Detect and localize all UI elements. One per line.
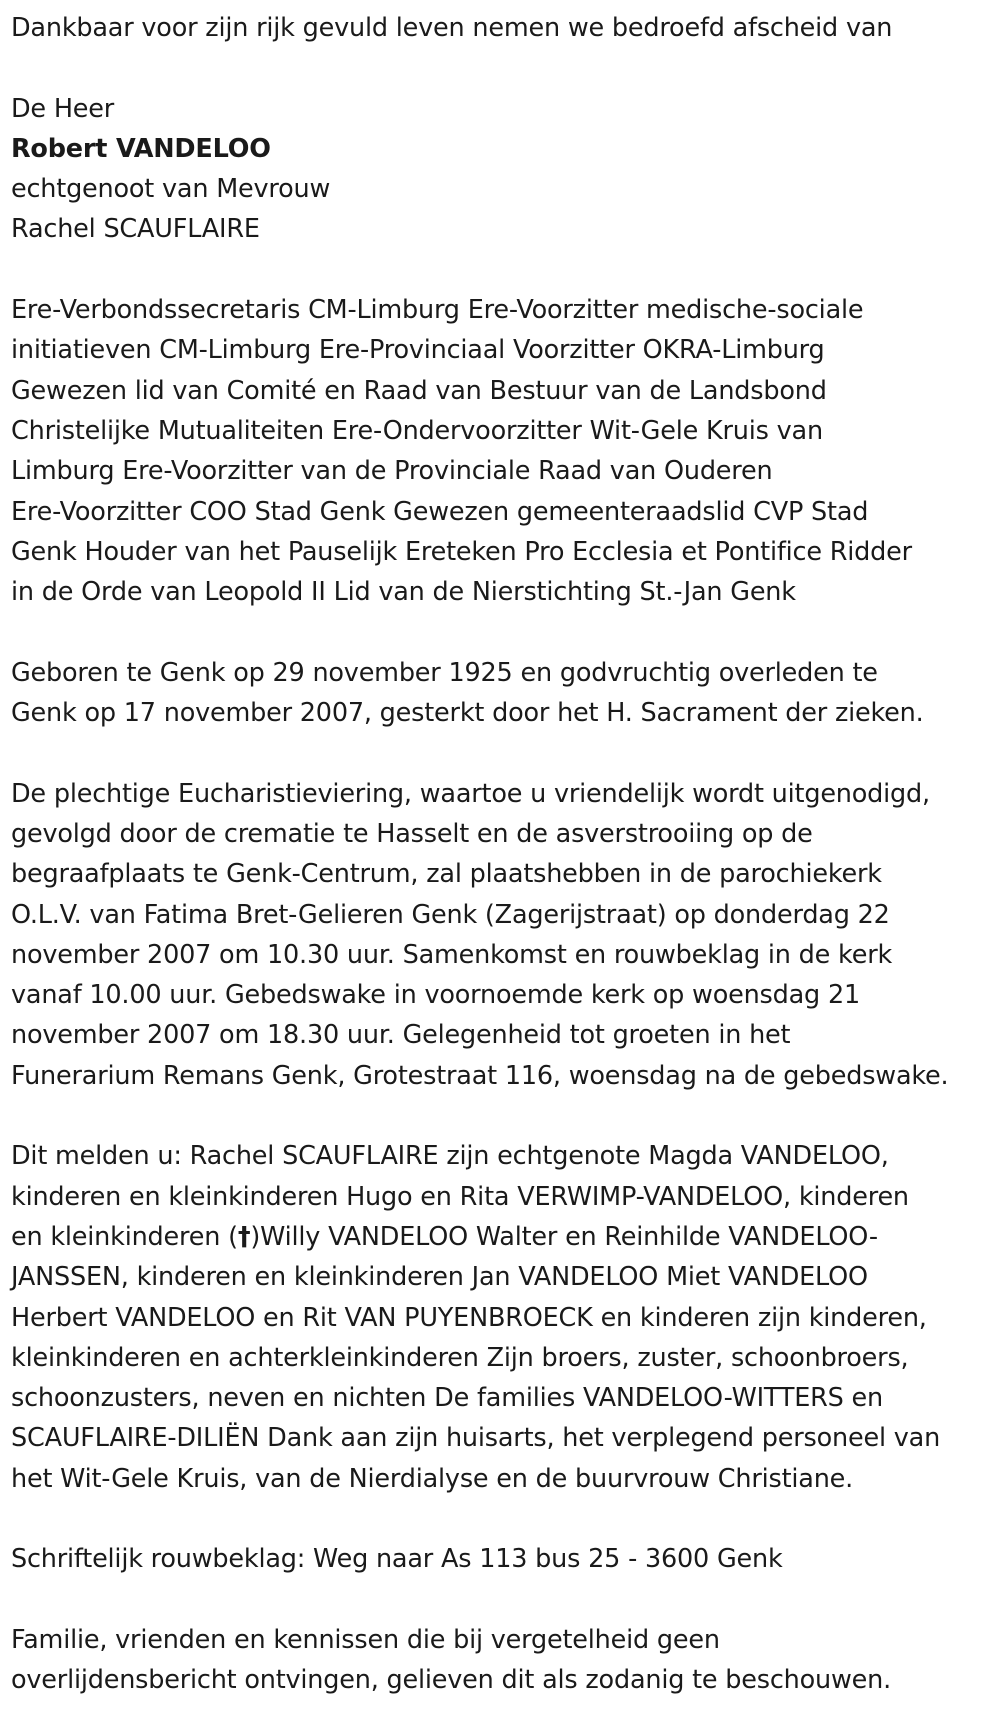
paragraph-gap bbox=[11, 1096, 986, 1136]
closing-paragraph bbox=[11, 1620, 986, 1701]
ceremony-line: vanaf 10.00 uur. Gebedswake in voornoemde kerk op woensdag 21 bbox=[11, 980, 860, 1011]
paragraph-gap bbox=[11, 612, 986, 652]
paragraph-gap bbox=[11, 733, 986, 773]
condolence-address: Schriftelijk rouwbeklag: Weg naar As 113 bus 25 - 3600 Genk bbox=[11, 1544, 783, 1575]
obituary-notice bbox=[11, 8, 986, 1700]
condolence-paragraph bbox=[11, 1539, 986, 1579]
intro-paragraph bbox=[11, 8, 986, 48]
spouse-line: echtgenoot van Mevrouw bbox=[11, 174, 331, 205]
paragraph-gap bbox=[11, 48, 986, 88]
birth-death-paragraph bbox=[11, 653, 986, 734]
closing-line: Familie, vrienden en kennissen die bij vergetelheid geen bbox=[11, 1624, 720, 1655]
titles-line: Gewezen lid van Comité en Raad van Bestuur van de Landsbond bbox=[11, 375, 827, 406]
announcement-line-part: )Willy VANDELOO Walter en Reinhilde VANDELOO- bbox=[250, 1221, 878, 1252]
titles-line: initiatieven CM-Limburg Ere-Provinciaal Voorzitter OKRA-Limburg bbox=[11, 335, 825, 366]
ceremony-line: november 2007 om 18.30 uur. Gelegenheid tot groeten in het bbox=[11, 1020, 791, 1051]
titles-line: Ere-Verbondssecretaris CM-Limburg Ere-Voorzitter medische-sociale bbox=[11, 295, 864, 326]
announcement-line: Dit melden u: Rachel SCAUFLAIRE zijn echtgenote Magda VANDELOO, bbox=[11, 1141, 889, 1172]
titles-line: Genk Houder van het Pauselijk Ereteken Pro Ecclesia et Pontifice Ridder bbox=[11, 536, 912, 567]
closing-line: overlijdensbericht ontvingen, gelieven dit als zodanig te beschouwen. bbox=[11, 1665, 892, 1696]
paragraph-gap bbox=[11, 1499, 986, 1539]
paragraph-gap bbox=[11, 1580, 986, 1620]
birth-death-line: Geboren te Genk op 29 november 1925 en godvruchtig overleden te bbox=[11, 657, 878, 688]
spouse-name: Rachel SCAUFLAIRE bbox=[11, 214, 260, 245]
birth-death-line: Genk op 17 november 2007, gesterkt door het H. Sacrament der zieken. bbox=[11, 698, 924, 729]
name-block bbox=[11, 89, 986, 250]
announcement-line-part: en kleinkinderen ( bbox=[11, 1221, 238, 1252]
announcement-line: het Wit-Gele Kruis, van de Nierdialyse en de buurvrouw Christiane. bbox=[11, 1463, 854, 1494]
titles-line: Ere-Voorzitter COO Stad Genk Gewezen gemeenteraadslid CVP Stad bbox=[11, 496, 869, 527]
salutation: De Heer bbox=[11, 93, 115, 124]
titles-line: Christelijke Mutualiteiten Ere-Ondervoorzitter Wit-Gele Kruis van bbox=[11, 415, 823, 446]
ceremony-line: De plechtige Eucharistieviering, waartoe u vriendelijk wordt uitgenodigd, bbox=[11, 778, 930, 809]
ceremony-line: begraafplaats te Genk-Centrum, zal plaatshebben in de parochiekerk bbox=[11, 859, 882, 890]
announcement-line: schoonzusters, neven en nichten De families VANDELOO-WITTERS en bbox=[11, 1383, 883, 1414]
announcement-line: kleinkinderen en achterkleinkinderen Zijn broers, zuster, schoonbroers, bbox=[11, 1342, 909, 1373]
cross-icon: † bbox=[237, 1221, 251, 1252]
titles-line: Limburg Ere-Voorzitter van de Provinciale Raad van Ouderen bbox=[11, 456, 773, 487]
titles-line: in de Orde van Leopold II Lid van de Nierstichting St.-Jan Genk bbox=[11, 577, 796, 608]
ceremony-line: gevolgd door de crematie te Hasselt en de asverstrooiing op de bbox=[11, 818, 813, 849]
announcement-line: JANSSEN, kinderen en kleinkinderen Jan VANDELOO Miet VANDELOO bbox=[11, 1262, 868, 1293]
paragraph-gap bbox=[11, 250, 986, 290]
ceremony-line: O.L.V. van Fatima Bret-Gelieren Genk (Zagerijstraat) op donderdag 22 bbox=[11, 899, 890, 930]
announcement-line: SCAUFLAIRE-DILIËN Dank aan zijn huisarts, het verplegend personeel van bbox=[11, 1423, 941, 1454]
announcement-line: kinderen en kleinkinderen Hugo en Rita VERWIMP-VANDELOO, kinderen bbox=[11, 1181, 909, 1212]
intro-line: Dankbaar voor zijn rijk gevuld leven nemen we bedroefd afscheid van bbox=[11, 13, 893, 43]
deceased-name: Robert VANDELOO bbox=[11, 133, 271, 164]
titles-paragraph bbox=[11, 290, 986, 612]
announcement-paragraph bbox=[11, 1136, 986, 1499]
announcement-line bbox=[11, 1217, 986, 1257]
ceremony-line: Funerarium Remans Genk, Grotestraat 116, woensdag na de gebedswake. bbox=[11, 1060, 949, 1091]
announcement-line: Herbert VANDELOO en Rit VAN PUYENBROECK en kinderen zijn kinderen, bbox=[11, 1302, 927, 1333]
ceremony-line: november 2007 om 10.30 uur. Samenkomst en rouwbeklag in de kerk bbox=[11, 939, 893, 970]
ceremony-paragraph bbox=[11, 774, 986, 1096]
